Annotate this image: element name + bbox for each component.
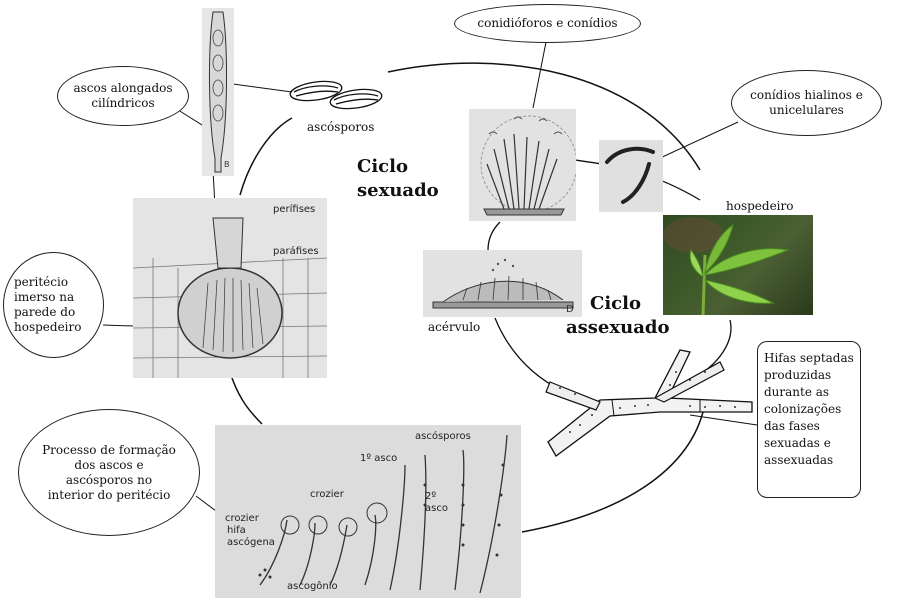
ciclo-assexuado-title bbox=[566, 292, 669, 340]
peritecio-label: peritécio imerso na parede do hospedeiro bbox=[14, 275, 82, 334]
label-segundo-asco: 2º asco bbox=[425, 491, 448, 514]
host-plant-photo bbox=[663, 215, 813, 315]
ciclo-assexuado-line1: Ciclo bbox=[590, 293, 641, 314]
hifas-label: Hifas septadas produzidas durante as colonizações das fases sexuadas e assexuadas bbox=[764, 351, 854, 467]
ciclo-sexuado-line1: Ciclo bbox=[357, 156, 408, 177]
label-perifises: perífises bbox=[273, 204, 316, 215]
conidioforos-label: conidióforos e conídios bbox=[477, 16, 618, 30]
ascos-label: ascos alongados cilíndricos bbox=[73, 81, 173, 110]
acervulo-label: acérvulo bbox=[428, 320, 481, 334]
label-hifa-ascogena: hifa ascógena bbox=[227, 525, 275, 548]
label-primeiro-asco: 1º asco bbox=[360, 453, 398, 464]
conidia-figure bbox=[599, 140, 663, 212]
connector-conidioforos bbox=[533, 42, 546, 108]
label-parafises: paráfises bbox=[273, 246, 319, 257]
conidios-hialinos-oval bbox=[731, 70, 882, 136]
ascus-formation-figure bbox=[215, 425, 521, 598]
ascosporos-label: ascósporos bbox=[307, 120, 375, 134]
ciclo-sexuado-title bbox=[357, 155, 439, 203]
hospedeiro-label: hospedeiro bbox=[726, 199, 794, 213]
connector-ascosporos bbox=[233, 84, 292, 92]
conidiophores-figure bbox=[469, 109, 576, 221]
acervulus-figure bbox=[423, 250, 582, 317]
perithecium-figure bbox=[133, 198, 327, 378]
ascos-oval bbox=[57, 66, 189, 126]
conidioforos-oval bbox=[454, 4, 641, 43]
hifas-box bbox=[757, 341, 861, 498]
ascospores-drawing bbox=[289, 78, 383, 111]
cycle-arc-left-lower bbox=[232, 378, 262, 424]
processo-oval bbox=[18, 409, 200, 536]
ciclo-assexuado-line2: assexuado bbox=[566, 317, 670, 338]
label-crozier: crozier bbox=[310, 489, 344, 500]
label-crozier-2: crozier bbox=[225, 513, 259, 524]
septate-hyphae-drawing bbox=[546, 350, 752, 456]
inner-arc-left bbox=[488, 222, 500, 250]
figure-letter-d: D bbox=[566, 304, 574, 315]
ascus-figure bbox=[202, 8, 234, 176]
processo-label: Processo de formação dos ascos e ascósporos no interior do peritécio bbox=[42, 442, 176, 502]
conidios-hialinos-label: conídios hialinos e unicelulares bbox=[750, 88, 863, 117]
figure-letter-b: B bbox=[224, 160, 230, 169]
cycle-arc-right bbox=[522, 412, 703, 532]
ciclo-sexuado-line2: sexuado bbox=[357, 180, 439, 201]
peritecio-oval bbox=[3, 252, 104, 358]
label-ascosporos-figure: ascósporos bbox=[415, 431, 471, 442]
label-ascogonio: ascogônio bbox=[287, 581, 338, 592]
cycle-arc-left-upper bbox=[240, 118, 292, 195]
